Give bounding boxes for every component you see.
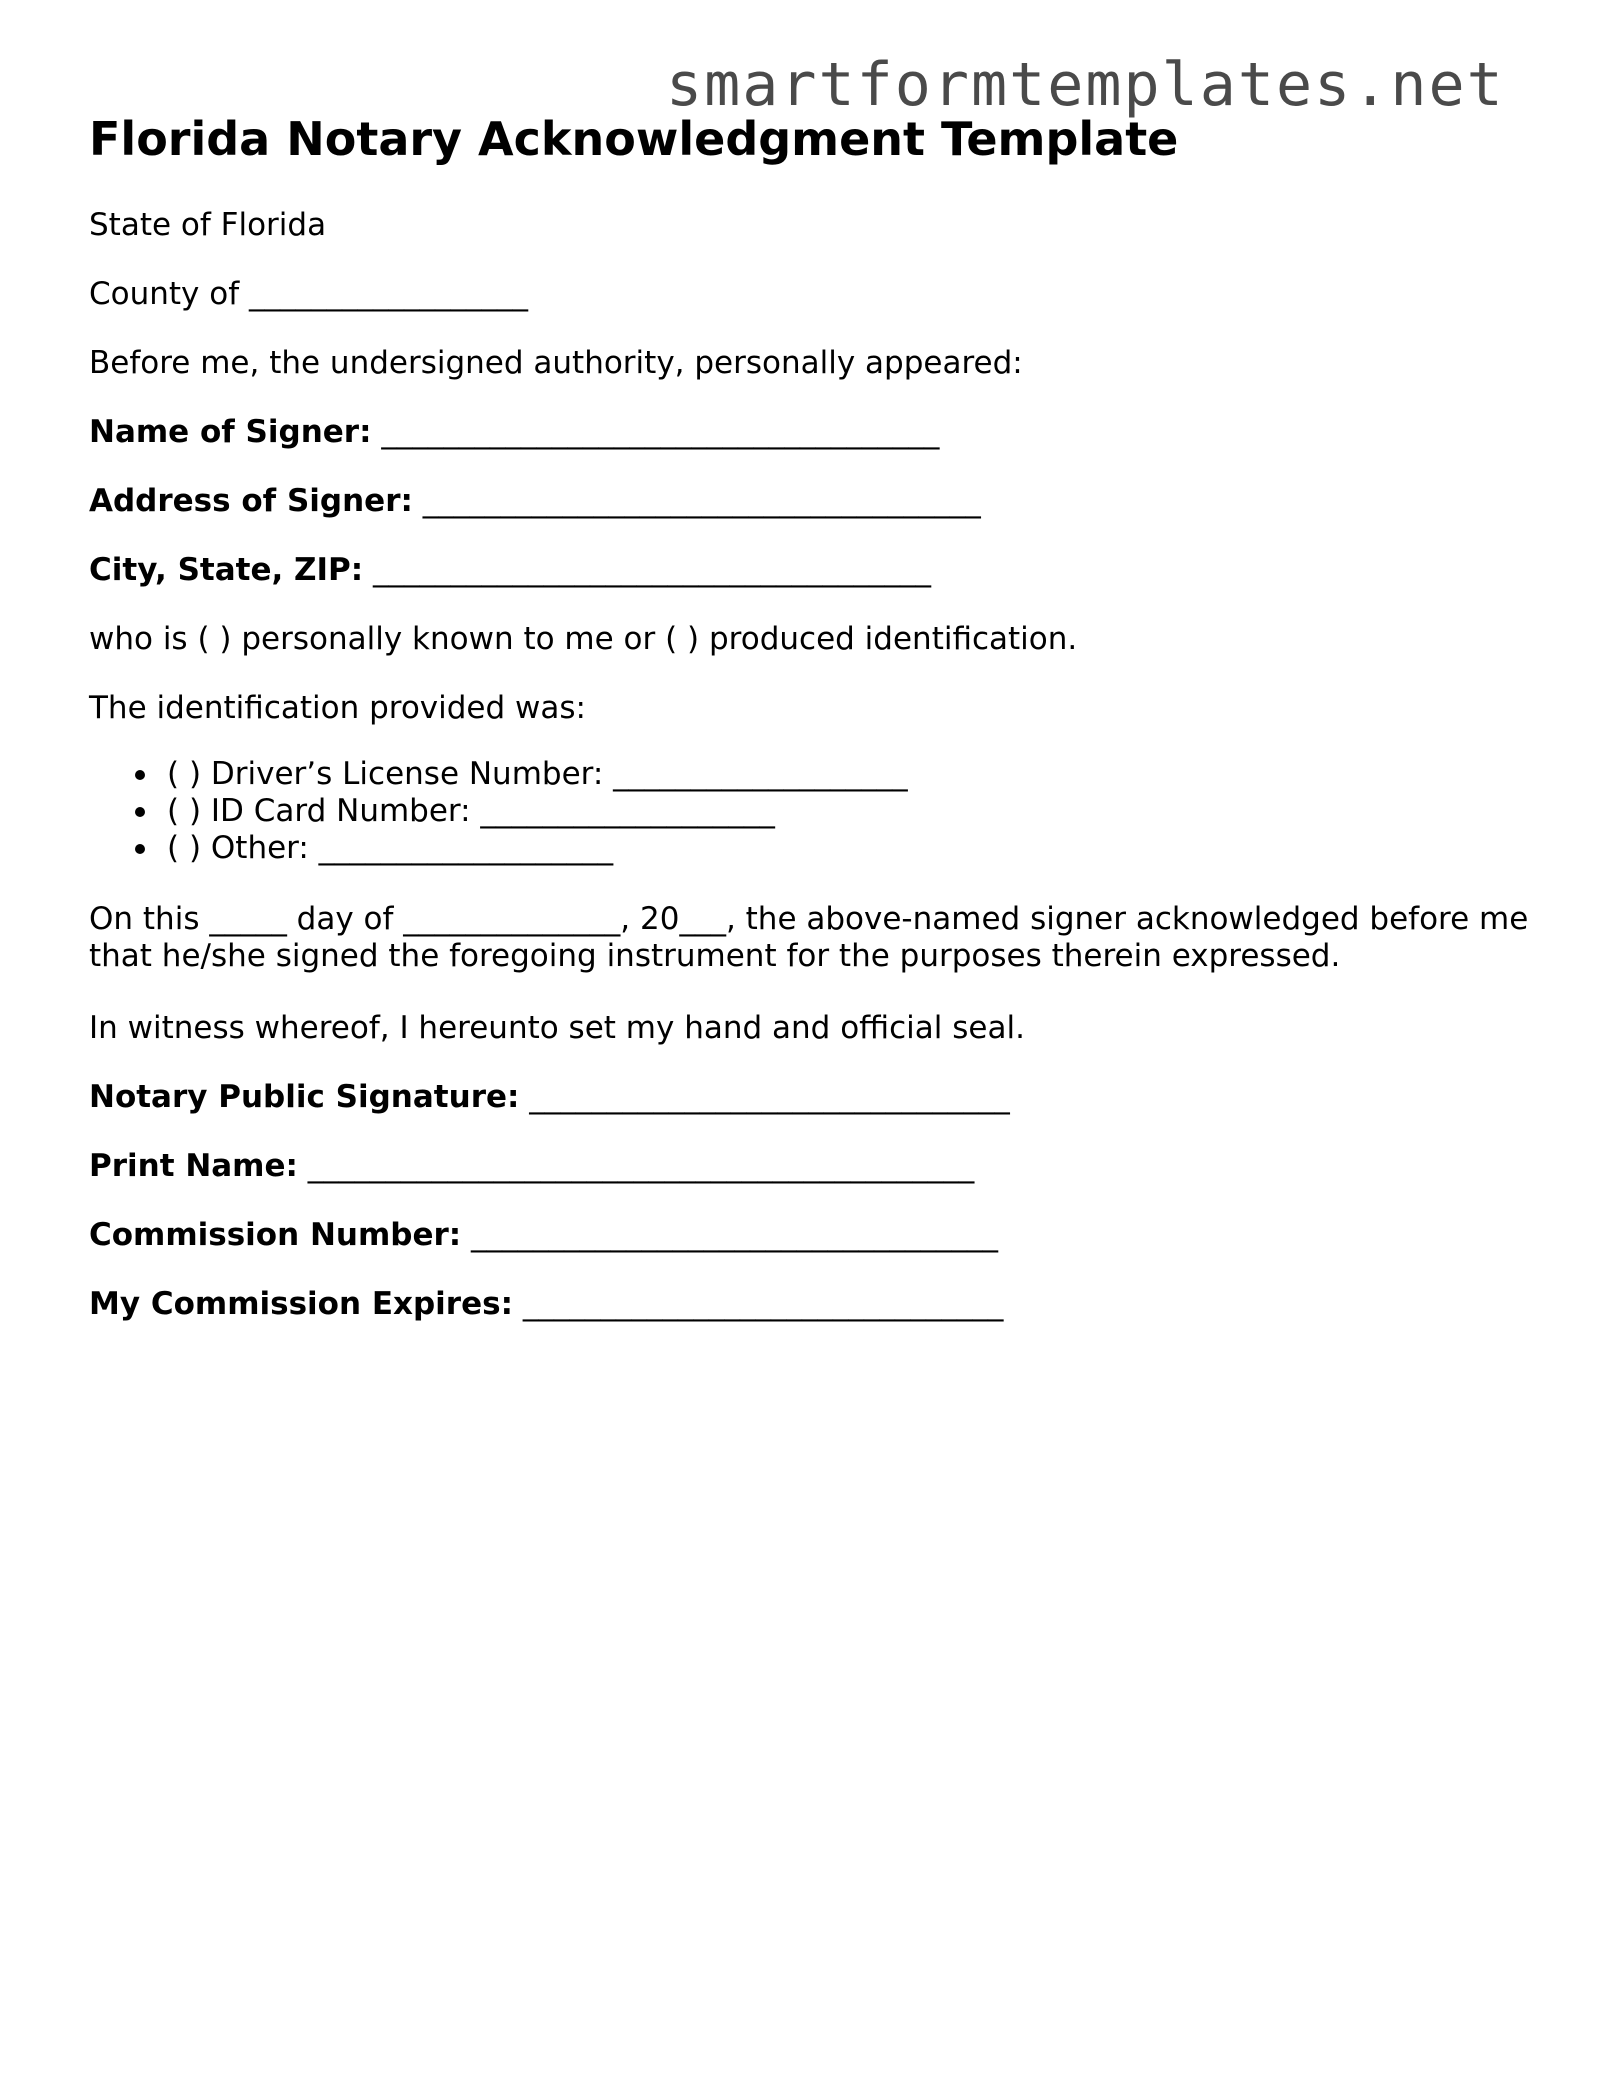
- commission-expires-label: My Commission Expires:: [89, 1286, 513, 1322]
- id-option-id-card: ( ) ID Card Number: ___________________: [167, 793, 775, 829]
- state-line: State of Florida: [89, 207, 327, 243]
- signer-name-blank: ____________________________________: [371, 414, 940, 450]
- signer-city-state-zip-blank: ____________________________________: [363, 552, 932, 588]
- watermark: smartformtemplates.net: [666, 50, 1505, 120]
- print-name-blank: ___________________________________________: [297, 1148, 975, 1184]
- bullet-icon: [135, 807, 145, 817]
- notary-signature-label: Notary Public Signature:: [89, 1079, 520, 1115]
- commission-number-label: Commission Number:: [89, 1217, 462, 1253]
- signer-address-field: [89, 482, 981, 520]
- intro-text: Before me, the undersigned authority, personally appeared:: [89, 345, 1023, 381]
- notary-signature-blank: _______________________________: [519, 1079, 1010, 1115]
- witness-statement: In witness whereof, I hereunto set my hand and official seal.: [89, 1010, 1025, 1046]
- acknowledgment-paragraph: On this _____ day of ______________, 20___, the above-named signer acknowledged before me that he/she signed the foregoing instrument for the purposes therein expressed.: [89, 901, 1529, 974]
- identification-options-list: [89, 756, 908, 867]
- id-option-drivers-license: ( ) Driver’s License Number: ___________________: [167, 756, 908, 792]
- signer-name-label: Name of Signer:: [89, 414, 372, 450]
- known-identification-line: who is ( ) personally known to me or ( ) produced identification.: [89, 621, 1078, 657]
- signer-name-field: [89, 413, 939, 451]
- notary-signature-field: [89, 1078, 1010, 1116]
- commission-number-blank: __________________________________: [461, 1217, 999, 1253]
- signer-city-state-zip-field: [89, 551, 931, 589]
- print-name-field: [89, 1147, 974, 1185]
- signer-address-label: Address of Signer:: [89, 483, 413, 519]
- bullet-icon: [135, 844, 145, 854]
- commission-expires-field: [89, 1285, 1003, 1323]
- id-option-other: ( ) Other: ___________________: [167, 830, 614, 866]
- list-item: [89, 830, 908, 867]
- commission-number-field: [89, 1216, 998, 1254]
- list-item: [89, 756, 908, 793]
- signer-city-state-zip-label: City, State, ZIP:: [89, 552, 364, 588]
- print-name-label: Print Name:: [89, 1148, 298, 1184]
- page-title: Florida Notary Acknowledgment Template: [89, 112, 1179, 166]
- county-line: County of __________________: [89, 276, 528, 312]
- signer-address-blank: ____________________________________: [412, 483, 981, 519]
- identification-intro: The identification provided was:: [89, 690, 586, 726]
- bullet-icon: [135, 770, 145, 780]
- commission-expires-blank: _______________________________: [512, 1286, 1004, 1322]
- list-item: [89, 793, 908, 830]
